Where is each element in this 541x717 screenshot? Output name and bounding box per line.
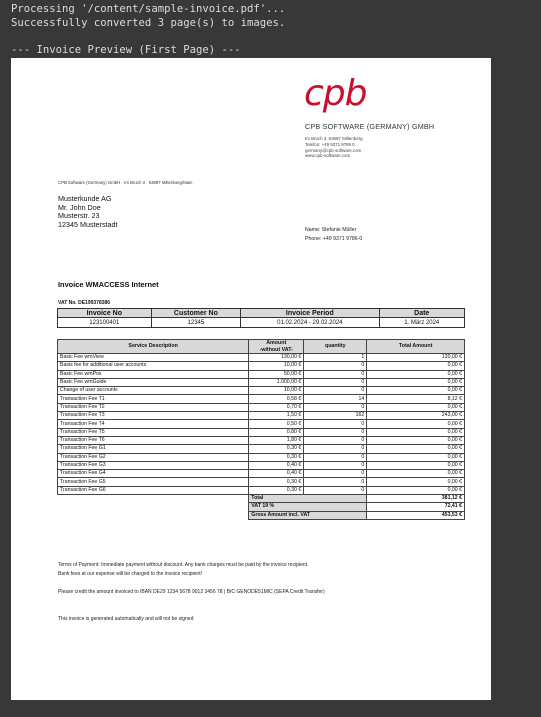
- item-quantity: 14: [304, 395, 367, 403]
- invoice-title: Invoice WMACCESS Internet: [58, 280, 159, 289]
- console-line-blank: [11, 30, 531, 44]
- item-total: 8,12 €: [367, 395, 465, 403]
- item-quantity: 0: [304, 478, 367, 486]
- totals-row: [58, 503, 465, 511]
- header-col-period: Invoice Period: [241, 309, 379, 318]
- item-description: Change of user accounts: [58, 387, 249, 395]
- invoice-no-value: 123100401: [58, 318, 152, 328]
- period-value: 01.02.2024 - 29.02.2024: [241, 318, 379, 328]
- item-total: 0,00 €: [367, 445, 465, 453]
- recipient-line: 12345 Musterstadt: [58, 219, 118, 229]
- totals-row: [58, 511, 465, 519]
- item-amount: 0,30 €: [249, 445, 304, 453]
- vat-number: VAT No. DE199378386: [58, 300, 111, 306]
- totals-value: 453,53 €: [367, 511, 465, 519]
- totals-spacer: [58, 511, 249, 519]
- table-row: [58, 412, 465, 420]
- invoice-preview-image: [11, 58, 491, 700]
- invoice-header-table: [57, 308, 465, 328]
- contact-phone: Phone: +49 9371 9786-0: [305, 235, 363, 242]
- item-amount: 0,50 €: [249, 420, 304, 428]
- company-logo: cpb: [304, 73, 367, 114]
- table-row: [58, 362, 465, 370]
- item-quantity: 162: [304, 412, 367, 420]
- col-amount-line2: -without VAT-: [259, 346, 293, 353]
- console-line: Successfully converted 3 page(s) to images.: [11, 16, 286, 29]
- item-amount: 0,30 €: [249, 453, 304, 461]
- item-amount: 1,50 €: [249, 412, 304, 420]
- item-description: Transaction Fee T3: [58, 412, 249, 420]
- table-row: [58, 403, 465, 411]
- item-amount: 10,00 €: [249, 387, 304, 395]
- table-row: [58, 470, 465, 478]
- note-line: [58, 597, 325, 606]
- totals-value: 381,12 €: [367, 495, 465, 503]
- item-quantity: 0: [304, 420, 367, 428]
- customer-no-value: 12345: [151, 318, 241, 328]
- item-description: Basic Fee wmGuide: [58, 378, 249, 386]
- item-total: 0,00 €: [367, 387, 465, 395]
- col-total-amount: Total Amount: [367, 340, 465, 354]
- table-row: [58, 436, 465, 444]
- item-description: Transaction Fee T4: [58, 420, 249, 428]
- table-row: [58, 478, 465, 486]
- item-quantity: 0: [304, 362, 367, 370]
- item-total: 0,00 €: [367, 362, 465, 370]
- item-total: 0,00 €: [367, 486, 465, 494]
- item-quantity: 0: [304, 486, 367, 494]
- item-quantity: 0: [304, 387, 367, 395]
- contact-name: Name: Stefanie Müller: [305, 227, 357, 233]
- col-amount-line1: Amount: [266, 340, 287, 346]
- totals-label: Total: [249, 495, 367, 503]
- item-amount: 10,00 €: [249, 362, 304, 370]
- item-description: Transaction Fee T1: [58, 395, 249, 403]
- item-quantity: 0: [304, 378, 367, 386]
- company-name: CPB SOFTWARE (GERMANY) GMBH: [305, 122, 435, 131]
- console-line: Processing '/content/sample-invoice.pdf'...: [11, 3, 286, 15]
- header-col-invoice-no: Invoice No: [58, 309, 152, 318]
- item-description: Transaction Fee G2: [58, 453, 249, 461]
- item-total: 0,00 €: [367, 403, 465, 411]
- item-total: 0,00 €: [367, 436, 465, 444]
- totals-value: 72,41 €: [367, 503, 465, 511]
- item-description: Transaction Fee G3: [58, 461, 249, 469]
- header-col-date: Date: [379, 309, 464, 318]
- col-amount: [249, 340, 304, 354]
- table-row: [58, 354, 465, 362]
- item-description: Transaction Fee T5: [58, 428, 249, 436]
- item-total: 0,00 €: [367, 470, 465, 478]
- note-line: Bank fees at our expense will be charged to the invoice recipient!: [58, 571, 202, 577]
- item-total: 0,00 €: [367, 478, 465, 486]
- col-quantity: quantity: [304, 340, 367, 354]
- item-amount: 0,80 €: [249, 428, 304, 436]
- item-quantity: 0: [304, 370, 367, 378]
- table-row: [58, 370, 465, 378]
- recipient-line: Musterkunde AG: [58, 194, 112, 203]
- totals-row: [58, 495, 465, 503]
- item-amount: 0,30 €: [249, 486, 304, 494]
- note-line: Please credit the amount invoiced to IBAN DE29 1234 5678 9012 3456 78 | BIC GENODE51MIC (SEPA Credit Transfer): [58, 589, 325, 595]
- item-amount: 0,70 €: [249, 403, 304, 411]
- table-row: [58, 420, 465, 428]
- item-amount: 0,40 €: [249, 470, 304, 478]
- item-description: Basic Fee wmPos: [58, 370, 249, 378]
- item-total: 0,00 €: [367, 370, 465, 378]
- recipient-line: Mr. John Doe: [58, 202, 101, 212]
- address-line: Telefon: +49 9371 9786 0: [305, 141, 355, 147]
- sender-line: CPB Software (Germany) GmbH · Im Bruch 3 · 63897 Miltenberg/Main: [58, 180, 193, 185]
- totals-spacer: [58, 495, 249, 503]
- item-quantity: 0: [304, 461, 367, 469]
- totals-label: VAT 19 %: [249, 503, 367, 511]
- table-row: [58, 387, 465, 395]
- recipient-address: [58, 195, 118, 229]
- table-row: [58, 461, 465, 469]
- item-quantity: 0: [304, 428, 367, 436]
- item-total: 130,00 €: [367, 354, 465, 362]
- item-amount: 0,58 €: [249, 395, 304, 403]
- item-amount: 1.000,00 €: [249, 378, 304, 386]
- item-quantity: 0: [304, 436, 367, 444]
- item-description: Transaction Fee T6: [58, 436, 249, 444]
- item-total: 0,00 €: [367, 420, 465, 428]
- totals-label: Gross Amount incl. VAT: [249, 511, 367, 519]
- table-row: [58, 428, 465, 436]
- contact-block: [305, 226, 362, 243]
- note-line: This invoice is generated automatically and will not be signed: [58, 616, 194, 622]
- item-amount: 130,00 €: [249, 354, 304, 362]
- item-description: Basis fee for additional user accounts: [58, 362, 249, 370]
- note-line: [58, 606, 325, 615]
- item-description: Transaction Fee G5: [58, 478, 249, 486]
- item-total: 243,00 €: [367, 412, 465, 420]
- col-service-description: Service Description: [58, 340, 249, 354]
- item-quantity: 1: [304, 354, 367, 362]
- table-row: [58, 453, 465, 461]
- item-quantity: 0: [304, 403, 367, 411]
- item-total: 0,00 €: [367, 453, 465, 461]
- invoice-notes: [58, 561, 325, 624]
- table-row: [58, 378, 465, 386]
- address-line: www.cpb-software.com: [305, 153, 351, 159]
- line-items-table: [57, 339, 465, 520]
- item-amount: 0,40 €: [249, 461, 304, 469]
- table-row: [58, 445, 465, 453]
- item-description: Basic Fee wmView: [58, 354, 249, 362]
- item-description: Transaction Fee T2: [58, 403, 249, 411]
- console-output: [11, 3, 531, 57]
- item-total: 0,00 €: [367, 378, 465, 386]
- date-value: 1. März 2024: [379, 318, 464, 328]
- header-col-customer-no: Customer No: [151, 309, 241, 318]
- note-line: Terms of Payment: Immediate payment without discount. Any bank charges must be paid by the invoice recipient.: [58, 562, 309, 568]
- item-quantity: 0: [304, 453, 367, 461]
- totals-spacer: [58, 503, 249, 511]
- item-quantity: 0: [304, 445, 367, 453]
- table-row: [58, 395, 465, 403]
- item-description: Transaction Fee G4: [58, 470, 249, 478]
- item-description: Transaction Fee G1: [58, 445, 249, 453]
- item-amount: 1,80 €: [249, 436, 304, 444]
- item-description: Transaction Fee G6: [58, 486, 249, 494]
- address-line: germany@cpb-software.com: [305, 147, 362, 153]
- console-line: --- Invoice Preview (First Page) ---: [11, 43, 241, 56]
- item-total: 0,00 €: [367, 461, 465, 469]
- company-address: [305, 136, 363, 159]
- note-line: [58, 579, 325, 588]
- item-amount: 50,00 €: [249, 370, 304, 378]
- table-row: [58, 486, 465, 494]
- item-amount: 0,30 €: [249, 478, 304, 486]
- item-quantity: 0: [304, 470, 367, 478]
- address-line: Im Bruch 3, 63897 Miltenberg: [305, 136, 363, 141]
- item-total: 0,00 €: [367, 428, 465, 436]
- recipient-line: Musterstr. 23: [58, 211, 100, 221]
